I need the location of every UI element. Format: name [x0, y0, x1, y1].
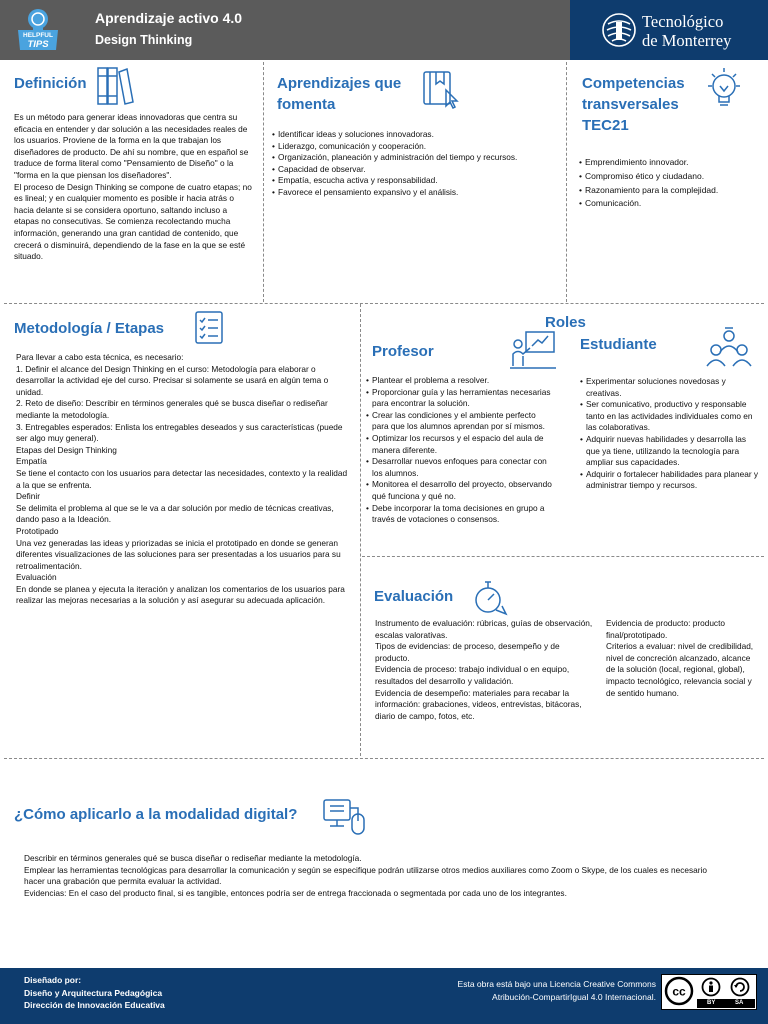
list-item: • Proporcionar guía y las herramientas necesarias para encontrar la solución. [366, 387, 552, 410]
evaluacion-instrumento: Instrumento de evaluación: rúbricas, guías de observación, escalas valorativas. [375, 618, 593, 640]
digital-line-1: Describir en términos generales qué se busca diseñar o rediseñar mediante la metodología. [24, 853, 362, 863]
list-item: • Favorece el pensamiento expansivo y el análisis. [272, 187, 544, 199]
team-icon [706, 326, 752, 370]
badge-line2: TIPS [27, 39, 49, 50]
list-item: • Plantear el problema a resolver. [366, 375, 552, 387]
list-item: • Crear las condiciones y el ambiente perfecto para que los alumnos aprendan por sí mismos. [366, 410, 552, 433]
etapa-evaluacion-title: Evaluación [16, 572, 57, 583]
cc-by-label: BY [707, 1000, 716, 1006]
digital-title: ¿Cómo aplicarlo a la modalidad digital? [14, 806, 298, 823]
teacher-board-icon [510, 328, 556, 370]
etapa-prototipado-title: Prototipado [16, 525, 59, 536]
aprendizajes-title-line1: Aprendizajes que [277, 75, 402, 92]
competencias-title [582, 73, 685, 136]
metodologia-step-1: 1. Definir el alcance del Design Thinking en el curso: Metodología para elaborar o desarrollar la actividad eje del curso. Precisar si solamente se usará en algún tema o unidad. [16, 363, 329, 397]
lightbulb-icon [702, 64, 746, 114]
sa-share-alike-icon [730, 977, 750, 997]
list-item: • Empatía, escucha activa y responsabilidad. [272, 175, 544, 187]
aprendizajes-list [272, 129, 544, 199]
badge-line1: HELPFUL [23, 32, 53, 39]
metodologia-step-2: 2. Reto de diseño: Describir en términos generales qué se busca diseñar o rediseñar mediante la metodología. [16, 398, 328, 420]
aprendizajes-title [277, 73, 401, 115]
metodologia-step-3: 3. Entregables esperados: Enlista los entregables deseados y sus características (puede ser algo muy general). [16, 421, 343, 444]
estudiante-title: Estudiante [580, 336, 657, 353]
divider-h3 [4, 758, 764, 759]
org-name-line2: de Monterrey [642, 31, 732, 50]
list-item: • Debe incorporar la toma decisiones en grupo a través de votaciones o consensos. [366, 503, 552, 526]
evaluacion-proceso: Evidencia de proceso: trabajo individual o en equipo, resultados del desarrollo y validación. [375, 664, 570, 686]
footer-license [396, 978, 656, 1003]
footer-license-line-2: Atribución-CompartirIgual 4.0 Internacional. [492, 991, 656, 1002]
divider-h1 [4, 303, 764, 304]
footer-credits [24, 974, 165, 1012]
stopwatch-icon [472, 578, 508, 618]
list-item: • Adquirir o fortalecer habilidades para planear y administrar tiempo y recursos. [580, 469, 762, 492]
list-item: • Experimentar soluciones novedosas y creativas. [580, 376, 762, 399]
evaluacion-title: Evaluación [374, 588, 454, 605]
definicion-paragraph-2: El proceso de Design Thinking se compone de cuatro etapas; no es lineal; y en cualquier momento es posible ir hacia atrás o hacia delante si se considera oportuno, saltando incluso a etapas no consecutivas. Se comienza recolectando mucha información, generando una gran cantidad de contenido, que crecerá o disminuirá, dependiendo de la fase en la que se esté situado. [14, 181, 252, 262]
list-item: • Adquirir nuevas habilidades y desarrolla las que ya tiene, utilizando la tecnología para ampliar sus capacidades. [580, 434, 762, 469]
list-item: • Capacidad de observar. [272, 164, 544, 176]
competencias-list [579, 156, 761, 211]
tec-shield-icon [602, 12, 636, 48]
lightbulb-badge-icon [14, 4, 62, 54]
list-item: • Optimizar los recursos y el espacio del aula de manera diferente. [366, 433, 552, 456]
competencias-title-line3: TEC21 [582, 117, 629, 134]
cc-logo-icon [664, 976, 694, 1006]
etapa-empatia-desc: Se tiene el contacto con los usuarios para detectar las necesidades, contexto y la realidad a la que se enfrenta. [16, 467, 348, 490]
list-item: • Razonamiento para la complejidad. [579, 184, 761, 198]
etapa-definir-desc: Se delimita el problema al que se le va a dar solución por medio de técnicas creativas, dando paso a la Ideación. [16, 502, 334, 525]
cc-badge-bottom [697, 999, 755, 1008]
org-name-line1: Tecnológico [642, 12, 724, 31]
footer-designed-by: Diseñado por: [24, 975, 82, 985]
helpful-tips-badge [14, 4, 62, 54]
org-name [642, 12, 731, 50]
divider-v1 [263, 62, 264, 302]
etapa-definir-title: Definir [16, 491, 40, 502]
by-person-icon [701, 977, 721, 997]
books-icon [96, 64, 134, 106]
definicion-title: Definición [14, 75, 87, 92]
footer-dept-2: Dirección de Innovación Educativa [24, 1000, 165, 1010]
evaluacion-criterios: Criterios a evaluar: nivel de credibilidad, nivel de concreción alcanzado, alcance de la solución (local, regional, global), impacto tecnológico, relevancia social y de sentido humano. [606, 641, 754, 698]
list-item: • Monitorea el desarrollo del proyecto, observando qué funciona y qué no. [366, 479, 552, 502]
evaluacion-col-1 [375, 618, 595, 722]
list-item: • Emprendimiento innovador. [579, 156, 761, 170]
digital-body [24, 853, 714, 899]
book-cursor-icon [420, 68, 462, 110]
header-title: Aprendizaje activo 4.0 [95, 10, 243, 26]
digital-line-3: Evidencias: En el caso del producto final, si es tangible, entonces podría ser de entrega fraccionada o segmentada por cada uno de los integrantes. [24, 887, 567, 898]
profesor-list [366, 375, 552, 526]
divider-h2 [362, 556, 764, 557]
list-item: • Desarrollar nuevos enfoques para conectar con los alumnos. [366, 456, 552, 479]
header-subtitle: Design Thinking [95, 33, 193, 47]
list-item: • Organización, planeación y administración del tiempo y recursos. [272, 152, 544, 164]
cc-text: cc [672, 984, 686, 999]
checklist-icon [190, 308, 228, 346]
evaluacion-desempeno: Evidencia de desempeño: materiales para recabar la información: grabaciones, videos, entrevistas, bitácoras, diario de campo, fotos, etc. [375, 687, 582, 721]
divider-v2 [566, 62, 567, 302]
aprendizajes-title-line2: fomenta [277, 96, 336, 113]
digital-line-2: Emplear las herramientas tecnológicas para desarrollar la comunicación y según se especifique podrán utilizarse otros medios auxiliares como Zoom o Skype, de los cuales es necesario hacer una grabación que permita evaluar la actividad. [24, 864, 707, 887]
list-item: • Compromiso ético y ciudadano. [579, 170, 761, 184]
divider-v3 [360, 304, 361, 756]
computer-mouse-icon [322, 796, 366, 838]
etapa-evaluacion-desc: En donde se planea y ejecuta la iteración y analizan los comentarios de los usuarios para realizar las mejoras necesarias a la solución y así asegurar su adecuada aplicación. [16, 583, 345, 606]
list-item: • Liderazgo, comunicación y cooperación. [272, 141, 544, 153]
cc-sa-label: SA [735, 1000, 744, 1006]
evaluacion-producto: Evidencia de producto: producto final/prototipado. [606, 618, 726, 640]
metodologia-intro: Para llevar a cabo esta técnica, es necesario: [16, 352, 184, 362]
etapas-title: Etapas del Design Thinking [16, 444, 117, 455]
footer-dept-1: Diseño y Arquitectura Pedagógica [24, 987, 163, 998]
evaluacion-col-2 [606, 618, 756, 699]
estudiante-list [580, 376, 762, 492]
competencias-title-line1: Competencias [582, 75, 685, 92]
evaluacion-tipos: Tipos de evidencias: de proceso, desempeño y de producto. [375, 641, 560, 663]
definicion-body [14, 112, 254, 263]
list-item: • Identificar ideas y soluciones innovadoras. [272, 129, 544, 141]
metodologia-body [16, 352, 354, 607]
list-item: • Ser comunicativo, productivo y responsable tanto en las actividades individuales como en las colaborativas. [580, 399, 762, 434]
footer-license-line-1: Esta obra está bajo una Licencia Creative Commons [457, 979, 656, 989]
definicion-paragraph-1: Es un método para generar ideas innovadoras que centra su eficacia en entender y dar solución a las necesidades reales de los usuarios. Proviene de la forma en la que trabajan los diseñadores de producto. De ahí su nombre, que en español se traduce de forma literal como "Pensamiento de Diseño" o la "forma en la que piensan los diseñadores". [14, 112, 249, 180]
profesor-title: Profesor [372, 343, 434, 360]
roles-title: Roles [545, 314, 586, 331]
metodologia-title: Metodología / Etapas [14, 320, 165, 337]
etapa-prototipado-desc: Una vez generadas las ideas y priorizadas se inicia el prototipado en donde se generan diferentes visualizaciones de las soluciones para ser presentadas a los usuarios para su retroalimentación. [16, 537, 341, 571]
etapa-empatia-title: Empatía [16, 456, 47, 467]
list-item: • Comunicación. [579, 197, 761, 211]
competencias-title-line2: transversales [582, 96, 679, 113]
